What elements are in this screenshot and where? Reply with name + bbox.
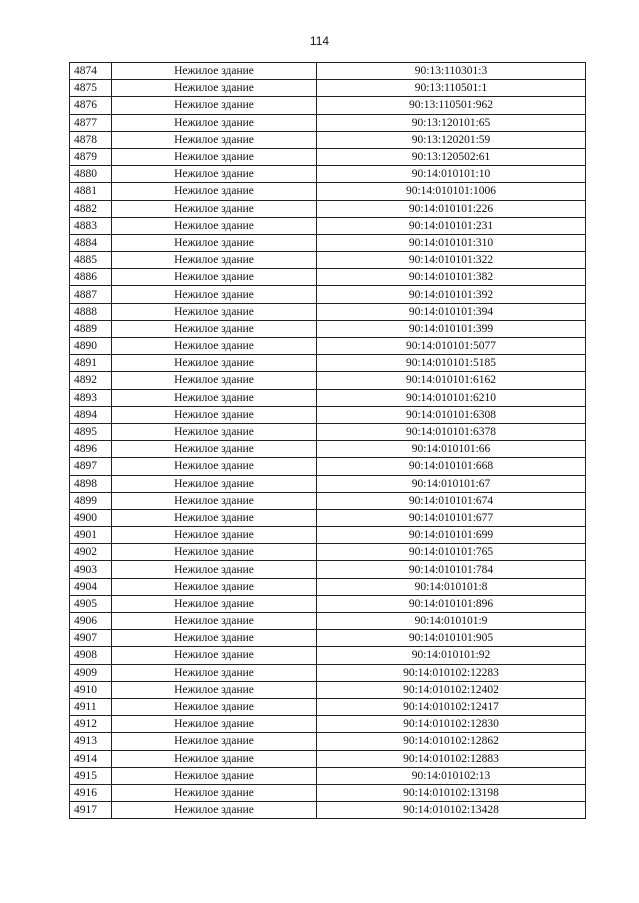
row-number-cell: 4899 — [70, 492, 112, 509]
table-row — [70, 234, 586, 251]
object-type-cell: Нежилое здание — [112, 561, 317, 578]
cadastral-number-cell: 90:14:010101:699 — [317, 527, 586, 544]
table-row — [70, 355, 586, 372]
object-type-cell: Нежилое здание — [112, 681, 317, 698]
row-number-cell: 4879 — [70, 148, 112, 165]
table-row — [70, 252, 586, 269]
row-number-cell: 4894 — [70, 406, 112, 423]
row-number-cell: 4909 — [70, 664, 112, 681]
table-row — [70, 389, 586, 406]
table-row — [70, 561, 586, 578]
table-row — [70, 97, 586, 114]
cadastral-number-cell: 90:14:010101:784 — [317, 561, 586, 578]
table-row — [70, 716, 586, 733]
object-type-cell: Нежилое здание — [112, 509, 317, 526]
table-row — [70, 681, 586, 698]
object-type-cell: Нежилое здание — [112, 183, 317, 200]
cadastral-number-cell: 90:14:010102:12862 — [317, 733, 586, 750]
object-type-cell: Нежилое здание — [112, 595, 317, 612]
row-number-cell: 4878 — [70, 131, 112, 148]
cadastral-number-cell: 90:13:110501:1 — [317, 80, 586, 97]
object-type-cell: Нежилое здание — [112, 698, 317, 715]
object-type-cell: Нежилое здание — [112, 458, 317, 475]
table-row — [70, 647, 586, 664]
object-type-cell: Нежилое здание — [112, 80, 317, 97]
object-type-cell: Нежилое здание — [112, 527, 317, 544]
object-type-cell: Нежилое здание — [112, 148, 317, 165]
table-row — [70, 613, 586, 630]
table-row — [70, 80, 586, 97]
row-number-cell: 4883 — [70, 217, 112, 234]
object-type-cell: Нежилое здание — [112, 355, 317, 372]
object-type-cell: Нежилое здание — [112, 97, 317, 114]
cadastral-number-cell: 90:14:010101:67 — [317, 475, 586, 492]
cadastral-number-cell: 90:14:010101:668 — [317, 458, 586, 475]
cadastral-number-cell: 90:14:010101:382 — [317, 269, 586, 286]
row-number-cell: 4896 — [70, 441, 112, 458]
row-number-cell: 4901 — [70, 527, 112, 544]
table-row — [70, 578, 586, 595]
row-number-cell: 4892 — [70, 372, 112, 389]
object-type-cell: Нежилое здание — [112, 647, 317, 664]
row-number-cell: 4881 — [70, 183, 112, 200]
table-row — [70, 767, 586, 784]
object-type-cell: Нежилое здание — [112, 234, 317, 251]
row-number-cell: 4902 — [70, 544, 112, 561]
object-type-cell: Нежилое здание — [112, 664, 317, 681]
row-number-cell: 4906 — [70, 613, 112, 630]
cadastral-number-cell: 90:14:010101:5077 — [317, 338, 586, 355]
object-type-cell: Нежилое здание — [112, 750, 317, 767]
object-type-cell: Нежилое здание — [112, 166, 317, 183]
row-number-cell: 4898 — [70, 475, 112, 492]
row-number-cell: 4893 — [70, 389, 112, 406]
table-row — [70, 595, 586, 612]
table-row — [70, 544, 586, 561]
table-row — [70, 441, 586, 458]
object-type-cell: Нежилое здание — [112, 613, 317, 630]
row-number-cell: 4917 — [70, 802, 112, 819]
object-type-cell: Нежилое здание — [112, 802, 317, 819]
table-row — [70, 131, 586, 148]
table-row — [70, 750, 586, 767]
object-type-cell: Нежилое здание — [112, 338, 317, 355]
row-number-cell: 4912 — [70, 716, 112, 733]
row-number-cell: 4888 — [70, 303, 112, 320]
table-row — [70, 509, 586, 526]
table-row — [70, 269, 586, 286]
table-row — [70, 217, 586, 234]
cadastral-number-cell: 90:14:010102:12283 — [317, 664, 586, 681]
table-row — [70, 458, 586, 475]
cadastral-number-cell: 90:13:110501:962 — [317, 97, 586, 114]
table-row — [70, 802, 586, 819]
object-type-cell: Нежилое здание — [112, 217, 317, 234]
cadastral-number-cell: 90:14:010101:399 — [317, 320, 586, 337]
row-number-cell: 4889 — [70, 320, 112, 337]
row-number-cell: 4907 — [70, 630, 112, 647]
table-row — [70, 733, 586, 750]
cadastral-number-cell: 90:14:010102:12830 — [317, 716, 586, 733]
row-number-cell: 4897 — [70, 458, 112, 475]
object-type-cell: Нежилое здание — [112, 406, 317, 423]
cadastral-number-cell: 90:14:010102:12417 — [317, 698, 586, 715]
table-row — [70, 475, 586, 492]
row-number-cell: 4874 — [70, 63, 112, 80]
table-row — [70, 114, 586, 131]
table-row — [70, 664, 586, 681]
row-number-cell: 4876 — [70, 97, 112, 114]
row-number-cell: 4877 — [70, 114, 112, 131]
row-number-cell: 4900 — [70, 509, 112, 526]
row-number-cell: 4908 — [70, 647, 112, 664]
object-type-cell: Нежилое здание — [112, 200, 317, 217]
row-number-cell: 4916 — [70, 784, 112, 801]
table-row — [70, 166, 586, 183]
cadastral-number-cell: 90:14:010101:674 — [317, 492, 586, 509]
table-row — [70, 423, 586, 440]
cadastral-number-cell: 90:14:010101:310 — [317, 234, 586, 251]
table-row — [70, 183, 586, 200]
row-number-cell: 4904 — [70, 578, 112, 595]
cadastral-number-cell: 90:13:120201:59 — [317, 131, 586, 148]
cadastral-number-cell: 90:13:120101:65 — [317, 114, 586, 131]
object-type-cell: Нежилое здание — [112, 733, 317, 750]
object-type-cell: Нежилое здание — [112, 716, 317, 733]
cadastral-number-cell: 90:14:010101:6308 — [317, 406, 586, 423]
object-type-cell: Нежилое здание — [112, 492, 317, 509]
object-type-cell: Нежилое здание — [112, 578, 317, 595]
cadastral-number-cell: 90:14:010101:677 — [317, 509, 586, 526]
object-type-cell: Нежилое здание — [112, 630, 317, 647]
object-type-cell: Нежилое здание — [112, 423, 317, 440]
object-type-cell: Нежилое здание — [112, 784, 317, 801]
object-type-cell: Нежилое здание — [112, 544, 317, 561]
object-type-cell: Нежилое здание — [112, 389, 317, 406]
cadastral-number-cell: 90:14:010102:13198 — [317, 784, 586, 801]
row-number-cell: 4913 — [70, 733, 112, 750]
cadastral-number-cell: 90:14:010101:905 — [317, 630, 586, 647]
table-row — [70, 200, 586, 217]
object-type-cell: Нежилое здание — [112, 114, 317, 131]
row-number-cell: 4882 — [70, 200, 112, 217]
cadastral-number-cell: 90:14:010101:8 — [317, 578, 586, 595]
cadastral-number-cell: 90:14:010101:226 — [317, 200, 586, 217]
table-row — [70, 698, 586, 715]
row-number-cell: 4887 — [70, 286, 112, 303]
registry-table — [69, 62, 586, 819]
cadastral-number-cell: 90:14:010102:12883 — [317, 750, 586, 767]
row-number-cell: 4891 — [70, 355, 112, 372]
cadastral-number-cell: 90:14:010101:6162 — [317, 372, 586, 389]
table-row — [70, 320, 586, 337]
row-number-cell: 4875 — [70, 80, 112, 97]
object-type-cell: Нежилое здание — [112, 269, 317, 286]
object-type-cell: Нежилое здание — [112, 475, 317, 492]
table-row — [70, 372, 586, 389]
table-row — [70, 148, 586, 165]
object-type-cell: Нежилое здание — [112, 372, 317, 389]
cadastral-number-cell: 90:13:120502:61 — [317, 148, 586, 165]
cadastral-number-cell: 90:14:010101:392 — [317, 286, 586, 303]
cadastral-number-cell: 90:14:010101:896 — [317, 595, 586, 612]
object-type-cell: Нежилое здание — [112, 131, 317, 148]
row-number-cell: 4911 — [70, 698, 112, 715]
table-row — [70, 630, 586, 647]
object-type-cell: Нежилое здание — [112, 767, 317, 784]
row-number-cell: 4903 — [70, 561, 112, 578]
cadastral-number-cell: 90:14:010102:13428 — [317, 802, 586, 819]
cadastral-number-cell: 90:14:010101:1006 — [317, 183, 586, 200]
row-number-cell: 4905 — [70, 595, 112, 612]
object-type-cell: Нежилое здание — [112, 320, 317, 337]
row-number-cell: 4914 — [70, 750, 112, 767]
cadastral-number-cell: 90:14:010101:765 — [317, 544, 586, 561]
table-row — [70, 286, 586, 303]
cadastral-number-cell: 90:13:110301:3 — [317, 63, 586, 80]
row-number-cell: 4880 — [70, 166, 112, 183]
row-number-cell: 4915 — [70, 767, 112, 784]
cadastral-number-cell: 90:14:010101:10 — [317, 166, 586, 183]
registry-table-body — [70, 63, 586, 819]
row-number-cell: 4885 — [70, 252, 112, 269]
page-number: 114 — [309, 34, 330, 48]
cadastral-number-cell: 90:14:010101:92 — [317, 647, 586, 664]
cadastral-number-cell: 90:14:010101:6210 — [317, 389, 586, 406]
cadastral-number-cell: 90:14:010101:6378 — [317, 423, 586, 440]
object-type-cell: Нежилое здание — [112, 286, 317, 303]
cadastral-number-cell: 90:14:010102:12402 — [317, 681, 586, 698]
table-row — [70, 784, 586, 801]
object-type-cell: Нежилое здание — [112, 441, 317, 458]
table-row — [70, 63, 586, 80]
object-type-cell: Нежилое здание — [112, 63, 317, 80]
table-row — [70, 303, 586, 320]
object-type-cell: Нежилое здание — [112, 303, 317, 320]
object-type-cell: Нежилое здание — [112, 252, 317, 269]
table-row — [70, 527, 586, 544]
cadastral-number-cell: 90:14:010102:13 — [317, 767, 586, 784]
row-number-cell: 4890 — [70, 338, 112, 355]
cadastral-number-cell: 90:14:010101:322 — [317, 252, 586, 269]
cadastral-number-cell: 90:14:010101:66 — [317, 441, 586, 458]
row-number-cell: 4886 — [70, 269, 112, 286]
table-row — [70, 492, 586, 509]
row-number-cell: 4910 — [70, 681, 112, 698]
row-number-cell: 4884 — [70, 234, 112, 251]
cadastral-number-cell: 90:14:010101:9 — [317, 613, 586, 630]
table-row — [70, 406, 586, 423]
table-row — [70, 338, 586, 355]
cadastral-number-cell: 90:14:010101:394 — [317, 303, 586, 320]
cadastral-number-cell: 90:14:010101:5185 — [317, 355, 586, 372]
cadastral-number-cell: 90:14:010101:231 — [317, 217, 586, 234]
row-number-cell: 4895 — [70, 423, 112, 440]
